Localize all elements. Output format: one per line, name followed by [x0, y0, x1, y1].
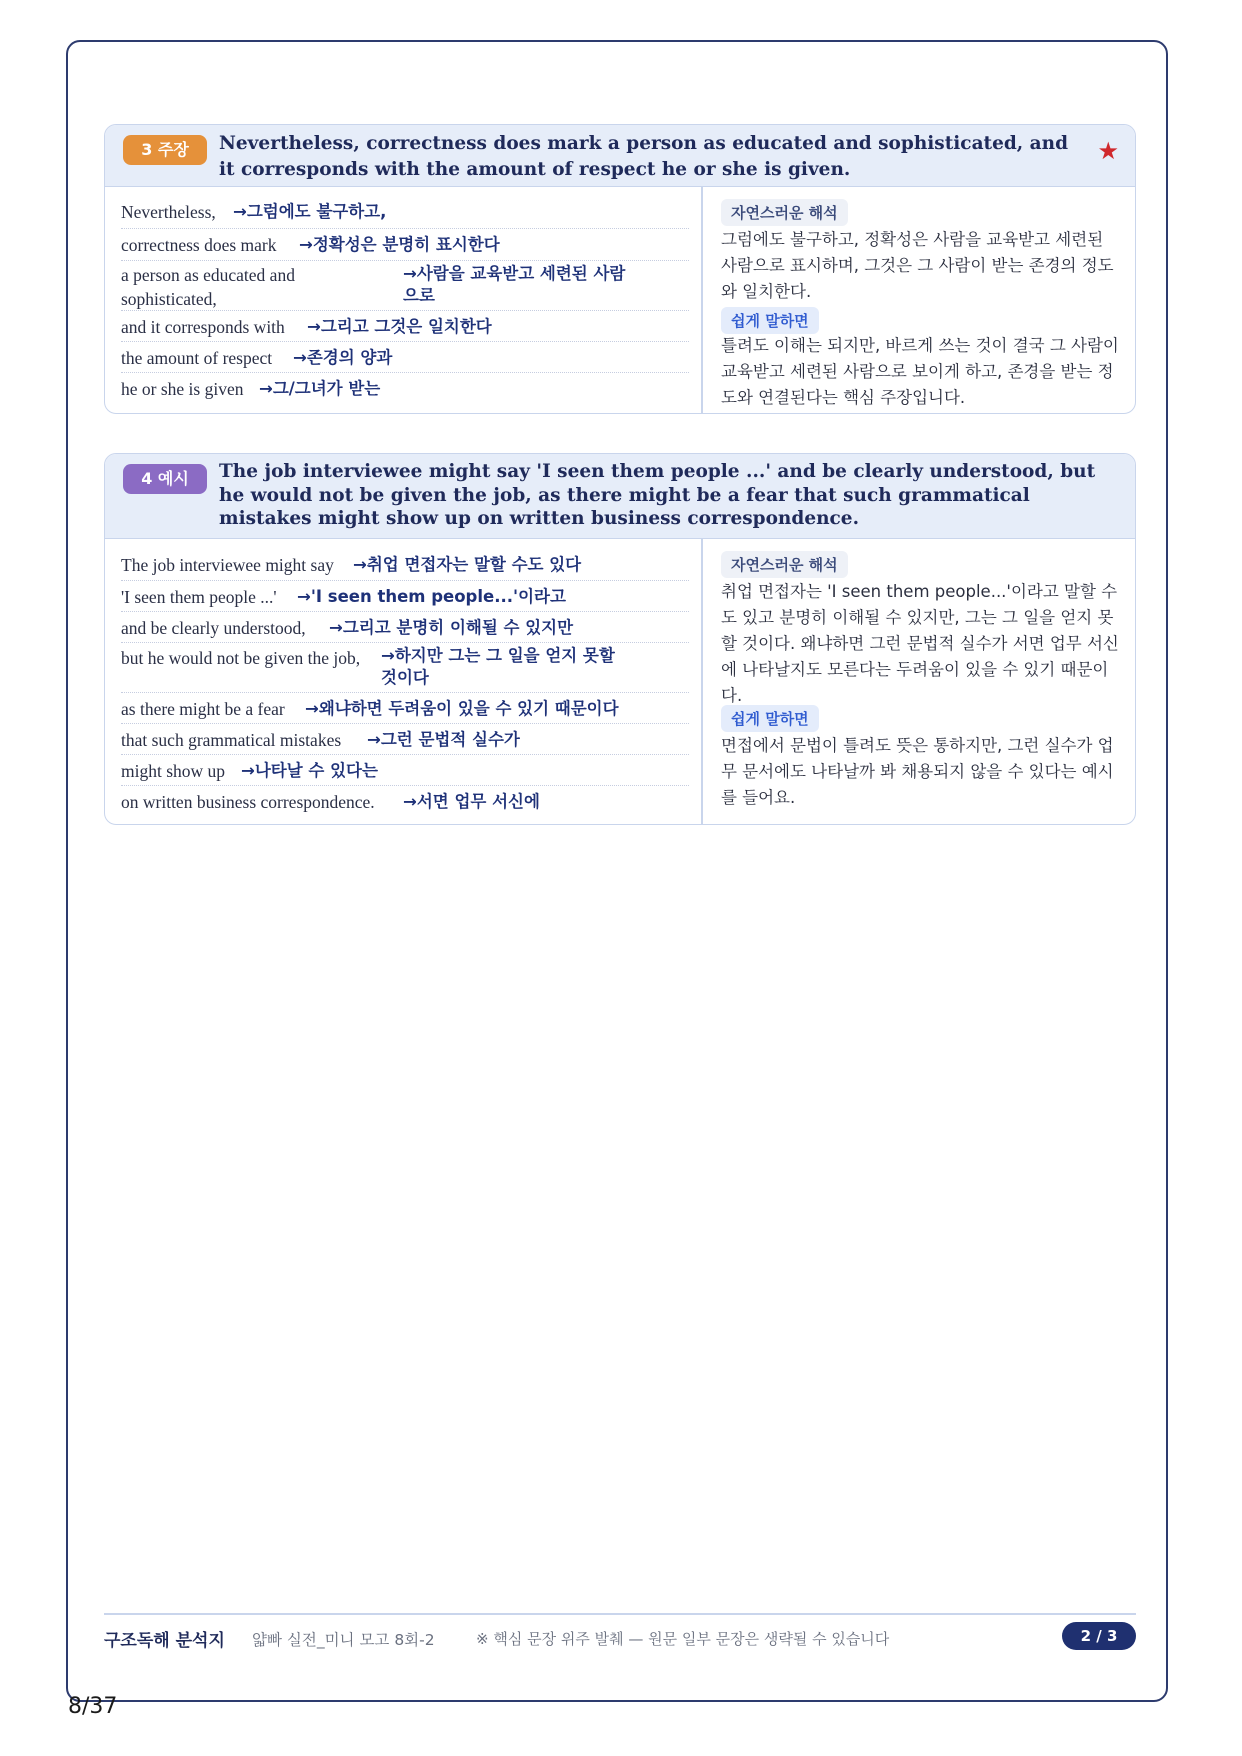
- chunk-row: [121, 693, 689, 724]
- chunk-row: [121, 311, 689, 342]
- chunk-korean: →서면 업무 서신에: [403, 792, 540, 811]
- interpretation-panel: [703, 539, 1135, 825]
- chunk-row: [121, 229, 689, 261]
- easy-explanation: 틀려도 이해는 되지만, 바르게 쓰는 것이 결국 그 사람이 교육받고 세련된 사람으로 보이게 하고, 존경을 받는 정도와 연결된다는 핵심 주장입니다.: [721, 336, 1119, 407]
- natural-translation: 취업 면접자는 'I seen them people...'이라고 말할 수도 있고 분명히 이해될 수 있지만, 그는 그 일을 얻지 못할 것이다. 왜냐하면 그런 문법적 실수가 서면 업무 서신에 나타날지도 모른다는 두려움이 있을 수 있기 때문이다.: [721, 582, 1119, 705]
- natural-translation-tag: 자연스러운 해석: [721, 199, 848, 226]
- chunk-korean: →그리고 분명히 이해될 수 있지만: [329, 618, 574, 637]
- key-sentence: Nevertheless, correctness does mark a person as educated and sophisticated, and it corresponds with the amount of respect he or she is given.: [219, 133, 1069, 180]
- easy-explanation-tag: 쉽게 말하면: [721, 307, 819, 334]
- chunk-english: that such grammatical mistakes: [121, 730, 342, 750]
- chunk-english: on written business correspondence.: [121, 792, 375, 812]
- easy-explanation: 면접에서 문법이 틀려도 뜻은 통하지만, 그런 실수가 업무 문서에도 나타날까 봐 채용되지 않을 수 있다는 예시를 들어요.: [721, 736, 1114, 807]
- key-sentence: The job interviewee might say 'I seen them people ...' and be clearly understood, but he would not be given the job, as there might be a fear that such grammatical mistakes might show up on written business correspondence.: [219, 461, 1096, 529]
- section-badge: 3 주장: [123, 135, 207, 165]
- chunk-korean: →하지만 그는 그 일을 얻지 못할 것이다: [381, 646, 615, 687]
- section-badge: 4 예시: [123, 464, 207, 494]
- easy-explanation-tag: 쉽게 말하면: [721, 705, 819, 732]
- natural-translation: 그럼에도 불구하고, 정확성은 사람을 교육받고 세련된 사람으로 표시하며, 그것은 그 사람이 받는 존경의 정도와 일치한다.: [721, 230, 1114, 301]
- chunk-row: [121, 643, 689, 693]
- chunk-korean: →그럼에도 불구하고,: [233, 202, 387, 221]
- chunk-korean: →나타날 수 있다는: [241, 761, 378, 780]
- chunk-english: 'I seen them people ...': [121, 587, 277, 607]
- footer-subtitle: 얇빠 실전_미니 모고 8회-2: [252, 1631, 435, 1649]
- interpretation-panel: [703, 187, 1135, 413]
- chunk-english: and it corresponds with: [121, 317, 285, 337]
- natural-translation-tag: 자연스러운 해석: [721, 551, 848, 578]
- document-page-count: 8/37: [68, 1694, 118, 1719]
- section-card-4: [104, 453, 1136, 825]
- chunk-english: might show up: [121, 761, 226, 781]
- section-body: [105, 539, 1135, 825]
- chunk-korean: →정확성은 분명히 표시한다: [299, 235, 500, 254]
- section-body: [105, 187, 1135, 413]
- star-icon: ★: [1097, 137, 1119, 165]
- chunk-row: [121, 373, 689, 403]
- chunk-korean: →왜냐하면 두려움이 있을 수 있기 때문이다: [305, 699, 619, 718]
- chunk-korean: →그리고 그것은 일치한다: [307, 317, 492, 336]
- chunk-english: he or she is given: [121, 379, 244, 399]
- section-card-3: [104, 124, 1136, 414]
- chunk-english: the amount of respect: [121, 348, 273, 368]
- chunk-row: [121, 581, 689, 612]
- chunk-row: [121, 724, 689, 755]
- footer-title: 구조독해 분석지: [104, 1631, 225, 1651]
- chunk-row: [121, 342, 689, 373]
- section-header: [105, 125, 1135, 187]
- chunk-row: [121, 755, 689, 786]
- chunk-english: but he would not be given the job,: [121, 648, 361, 668]
- chunk-korean: →사람을 교육받고 세련된 사람으로: [403, 264, 626, 305]
- chunk-row: [121, 549, 689, 581]
- chunk-korean: →'I seen them people...'이라고: [297, 587, 566, 606]
- section-header: [105, 454, 1135, 539]
- chunk-english: and be clearly understood,: [121, 618, 306, 638]
- footer-note: ※ 핵심 문장 위주 발췌 — 원문 일부 문장은 생략될 수 있습니다: [476, 1630, 890, 1648]
- chunk-korean: →그/그녀가 받는: [259, 379, 381, 398]
- chunk-english: Nevertheless,: [121, 202, 216, 222]
- chunk-row: [121, 786, 689, 816]
- page-indicator: 2 / 3: [1062, 1622, 1136, 1650]
- chunk-row: [121, 199, 689, 229]
- chunk-korean: →존경의 양과: [293, 348, 393, 367]
- chunk-row: [121, 261, 689, 311]
- chunk-korean: →그런 문법적 실수가: [367, 730, 520, 749]
- footer-divider: [104, 1613, 1136, 1615]
- chunk-row: [121, 612, 689, 643]
- chunk-english: a person as educated and sophisticated,: [121, 265, 295, 309]
- chunk-english: correctness does mark: [121, 235, 277, 255]
- chunk-english: The job interviewee might say: [121, 555, 334, 575]
- chunk-english: as there might be a fear: [121, 699, 285, 719]
- chunk-korean: →취업 면접자는 말할 수도 있다: [353, 555, 582, 574]
